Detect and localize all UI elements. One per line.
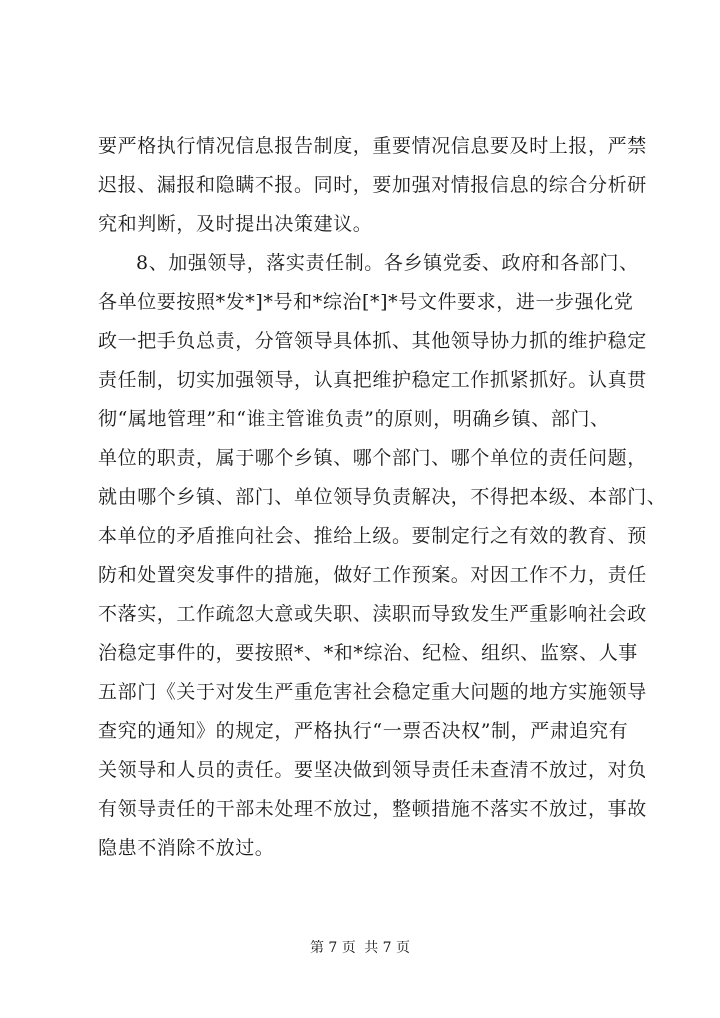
paragraph-line: 治稳定事件的，要按照*、*和*综治、纪检、组织、监察、人事 (98, 642, 638, 664)
section-heading-line: 8、加强领导，落实责任制。各乡镇党委、政府和各部门、 (136, 252, 639, 274)
paragraph-line: 有领导责任的干部未处理不放过，整顿措施不落实不放过，事故 (98, 798, 647, 820)
paragraph-line: 究和判断，及时提出决策建议。 (98, 213, 373, 235)
paragraph-line: 要严格执行情况信息报告制度，重要情况信息要及时上报，严禁 (98, 135, 647, 157)
paragraph-line: 政一把手负总责，分管领导具体抓、其他领导协力抓的维护稳定 (98, 330, 647, 352)
paragraph-line: 彻“属地管理”和“谁主管谁负责”的原则，明确乡镇、部门、 (98, 408, 610, 430)
paragraph-line: 单位的职责，属于哪个乡镇、哪个部门、哪个单位的责任问题， (98, 447, 647, 469)
page-total: 共 7 页 (364, 940, 411, 956)
paragraph-line: 责任制，切实加强领导，认真把维护稳定工作抓紧抓好。认真贯 (98, 369, 647, 391)
paragraph-line: 不落实，工作疏忽大意或失职、渎职而导致发生严重影响社会政 (98, 603, 647, 625)
paragraph-line: 各单位要按照*发*]*号和*综治[*]*号文件要求，进一步强化党 (98, 291, 634, 313)
page-footer (0, 938, 720, 958)
paragraph-line: 就由哪个乡镇、部门、单位领导负责解决，不得把本级、本部门、 (98, 486, 667, 508)
paragraph-line: 迟报、漏报和隐瞒不报。同时，要加强对情报信息的综合分析研 (98, 174, 647, 196)
page-number: 第 7 页 (309, 940, 356, 956)
paragraph-line: 防和处置突发事件的措施，做好工作预案。对因工作不力，责任 (98, 564, 647, 586)
paragraph-line: 查究的通知》的规定，严格执行“一票否决权”制，严肃追究有 (98, 720, 629, 742)
paragraph-line: 隐患不消除不放过。 (98, 837, 275, 859)
paragraph-line: 本单位的矛盾推向社会、推给上级。要制定行之有效的教育、预 (98, 525, 647, 547)
paragraph-line: 关领导和人员的责任。要坚决做到领导责任未查清不放过，对负 (98, 759, 647, 781)
paragraph-line: 五部门《关于对发生严重危害社会稳定重大问题的地方实施领导 (98, 681, 647, 703)
